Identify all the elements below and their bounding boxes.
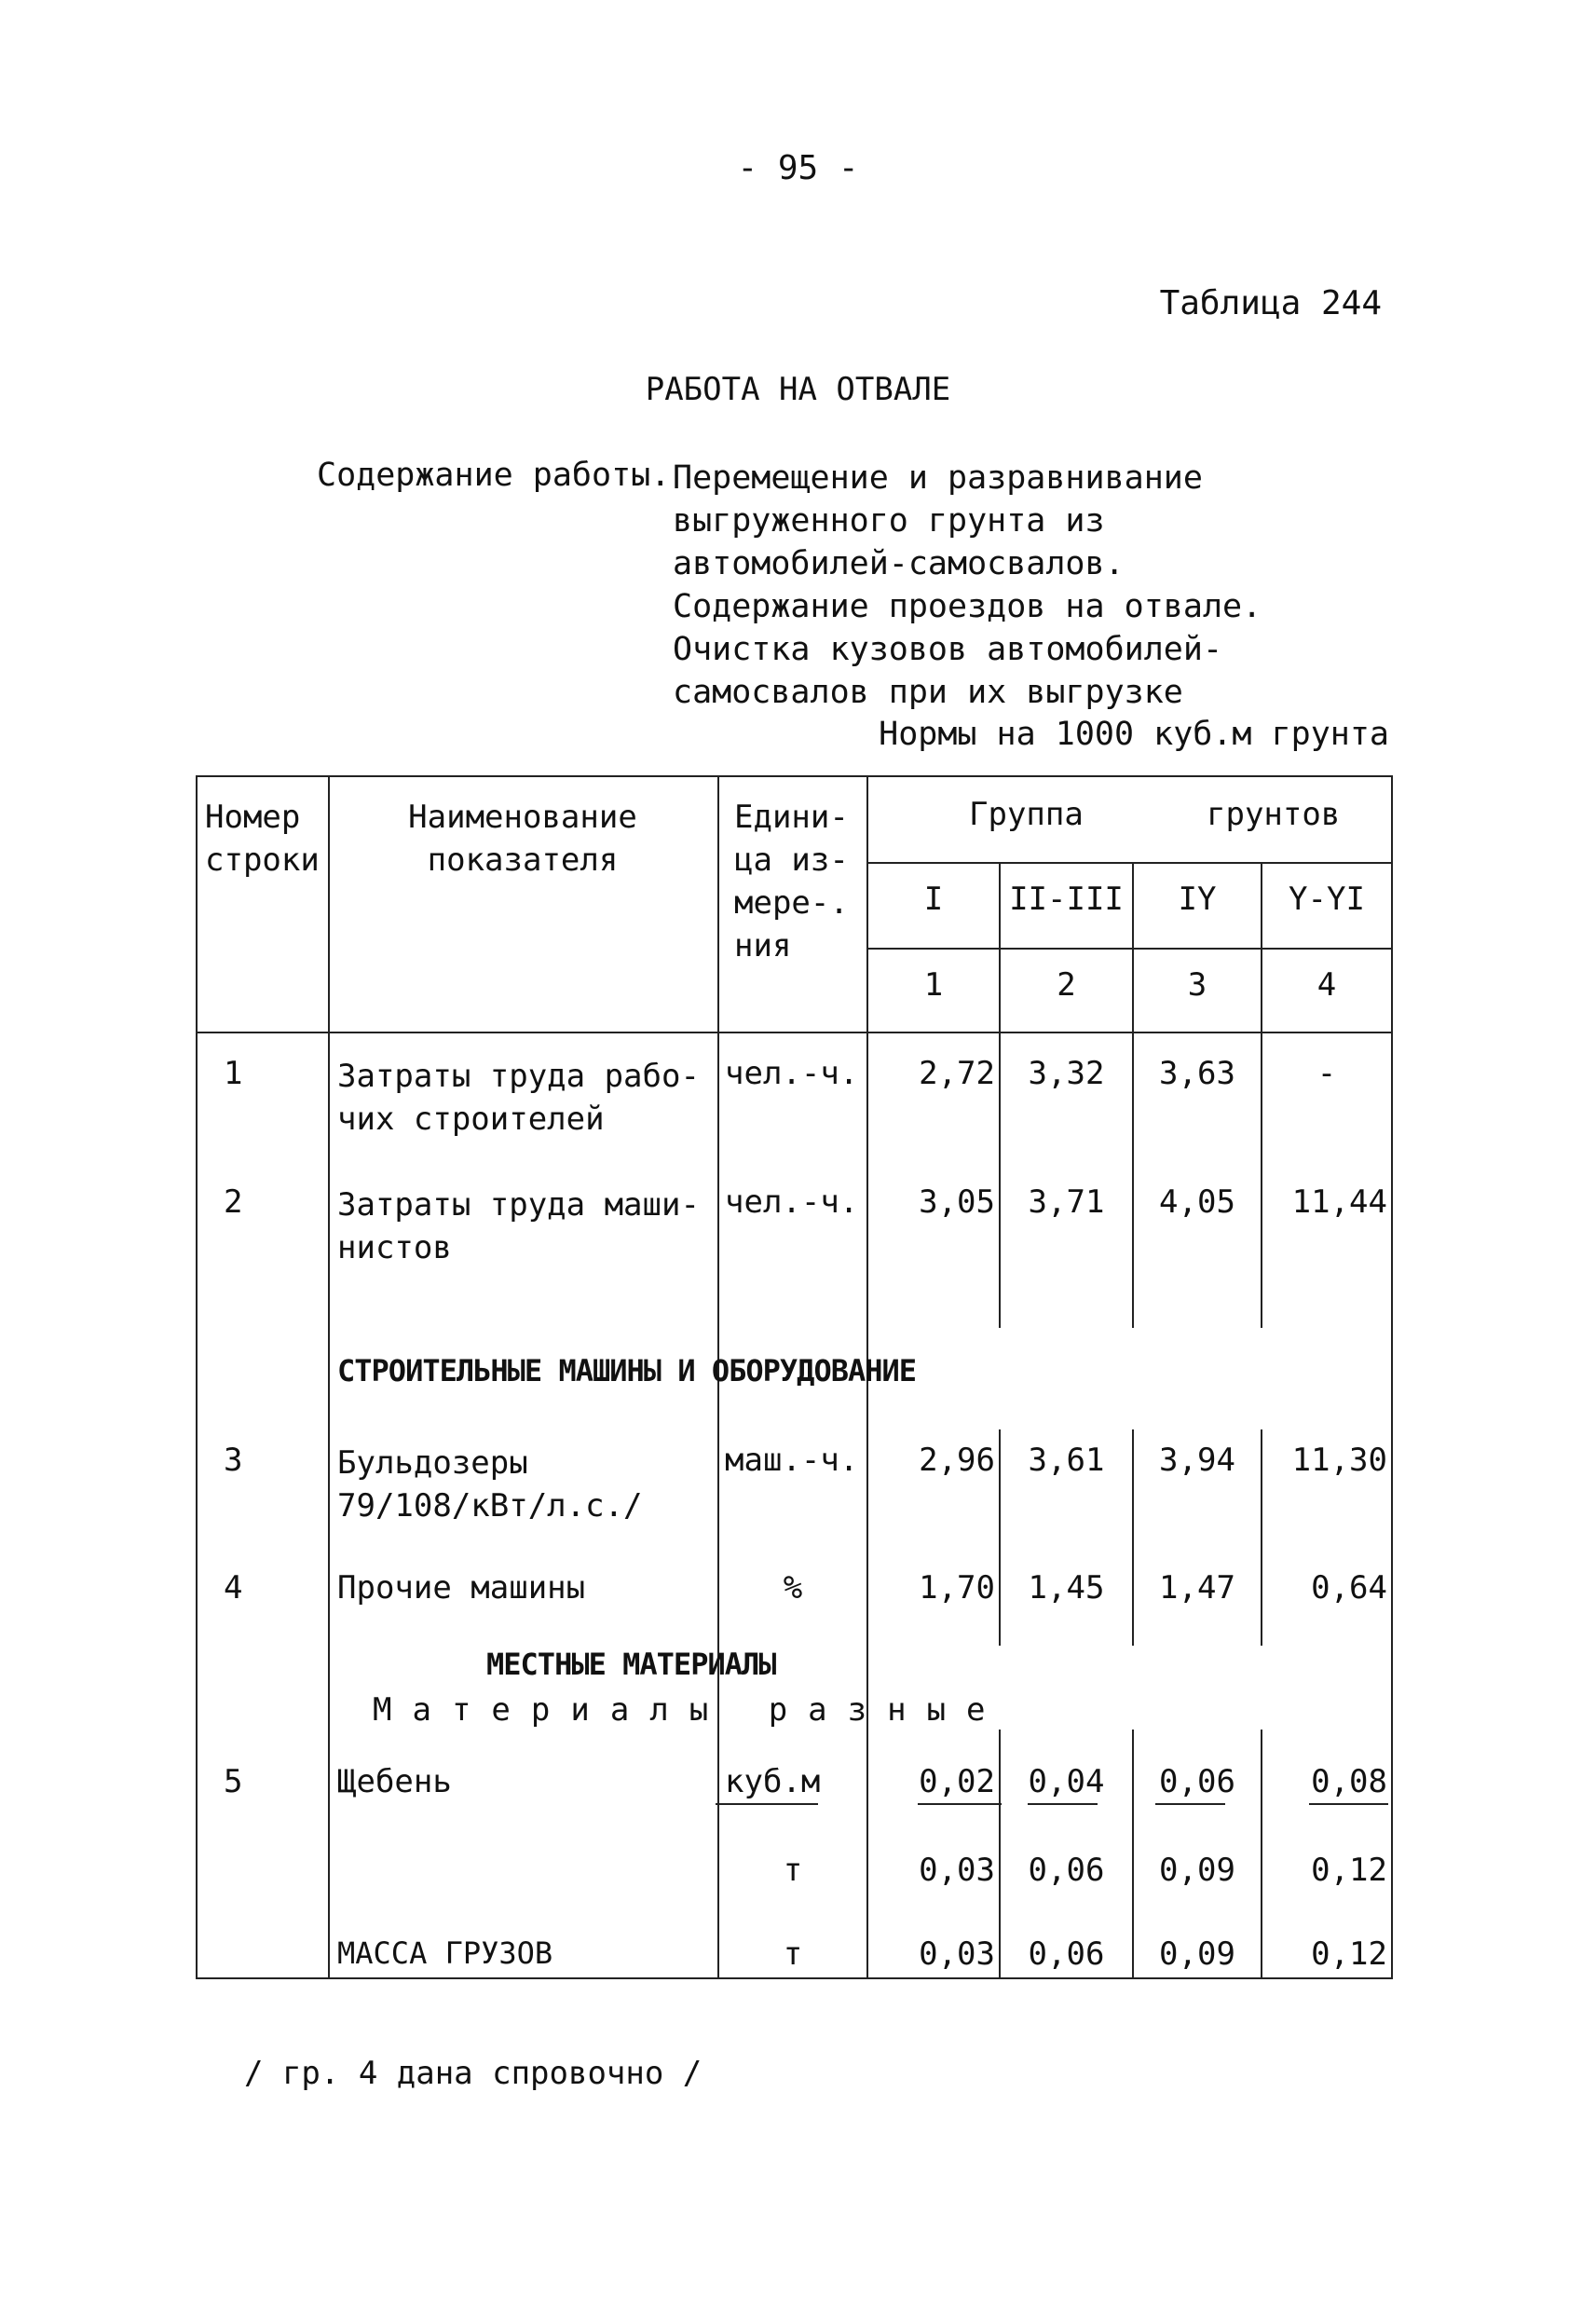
table-number: Таблица 244	[1159, 284, 1382, 322]
content-label: Содержание работы.	[317, 457, 671, 494]
header-group-3: IY	[1178, 881, 1217, 918]
row-4-value-4: 0,64	[1311, 1569, 1387, 1607]
row-2-no: 2	[224, 1183, 243, 1221]
col-divider	[999, 862, 1001, 1328]
row-1-value-2: 3,32	[1028, 1055, 1105, 1092]
page-number: - 95 -	[737, 149, 859, 187]
row-mass-value-1: 0,03	[919, 1935, 995, 1973]
row-5-value-4: 0,08	[1311, 1763, 1387, 1800]
row-3-name: Бульдозеры 79/108/кВт/л.с./	[337, 1444, 643, 1525]
header-soils-word: грунтов	[1207, 796, 1341, 833]
row-5-value-2: 0,04	[1028, 1763, 1105, 1800]
row-3-value-2: 3,61	[1028, 1442, 1105, 1479]
section-local-materials: МЕСТНЫЕ МАТЕРИАЛЫ	[486, 1647, 776, 1682]
table-left-border	[196, 775, 198, 1979]
row-mass-unit: т	[783, 1935, 803, 1973]
row-1-name: Затраты труда рабо- чих строителей	[337, 1058, 700, 1138]
row-1-value-1: 2,72	[919, 1055, 995, 1092]
header-col-number-1: 1	[923, 966, 944, 1004]
row-mass-name: МАССА ГРУЗОВ	[337, 1935, 553, 1971]
norms-caption: Нормы на 1000 куб.м грунта	[879, 716, 1389, 753]
row-3-no: 3	[224, 1442, 243, 1479]
row-4-value-1: 1,70	[919, 1569, 995, 1607]
header-row-no: Номер строки	[205, 799, 320, 879]
table-right-border	[1391, 775, 1393, 1979]
fraction-rule	[1309, 1803, 1388, 1805]
row-5-no: 5	[224, 1763, 243, 1800]
header-rule-group	[866, 862, 1393, 864]
row-5t-value-4: 0,12	[1311, 1852, 1387, 1889]
row-5-value-1: 0,02	[919, 1763, 995, 1800]
row-5t-value-1: 0,03	[919, 1852, 995, 1889]
fraction-rule	[1028, 1803, 1098, 1805]
document-title: РАБОТА НА ОТВАЛЕ	[645, 371, 951, 408]
row-4-value-2: 1,45	[1028, 1569, 1105, 1607]
row-1-unit: чел.-ч.	[725, 1055, 859, 1092]
header-group-2: II-III	[1009, 881, 1124, 918]
header-name: Наименование показателя	[408, 799, 637, 879]
row-2-value-3: 4,05	[1159, 1183, 1235, 1221]
row-5-name: Щебень	[337, 1763, 452, 1800]
row-3-unit: маш.-ч.	[725, 1442, 859, 1479]
norms-table	[196, 775, 1393, 1980]
header-col-number-4: 4	[1316, 966, 1337, 1004]
section-machines: СТРОИТЕЛЬНЫЕ МАШИНЫ И ОБОРУДОВАНИЕ	[337, 1353, 917, 1388]
row-5-unit: куб.м	[725, 1763, 821, 1800]
header-group-word: Группа	[969, 796, 1084, 833]
table-bottom-border	[196, 1977, 1393, 1979]
section-materials-misc: Материалы разные	[373, 1691, 1006, 1729]
row-1-value-4: -	[1316, 1055, 1337, 1092]
col-divider	[328, 775, 330, 1979]
row-5t-value-3: 0,09	[1159, 1852, 1235, 1889]
row-1-value-3: 3,63	[1159, 1055, 1235, 1092]
row-3-value-1: 2,96	[919, 1442, 995, 1479]
col-divider	[1132, 862, 1134, 1328]
row-3-value-3: 3,94	[1159, 1442, 1235, 1479]
row-mass-value-3: 0,09	[1159, 1935, 1235, 1973]
fraction-rule	[1155, 1803, 1225, 1805]
table-top-border	[196, 775, 1393, 777]
col-divider	[1261, 862, 1262, 1328]
header-col-number-2: 2	[1057, 966, 1076, 1004]
content-text: Перемещение и разравнивание выгруженного грунта из автомобилей-самосвалов. Содержание проездов на отвале. Очистка кузовов автомобилей-самосвалов при их выгрузке	[673, 459, 1262, 711]
fraction-rule	[716, 1803, 818, 1805]
header-group-1: I	[923, 881, 944, 918]
header-rule-groups	[866, 948, 1393, 950]
row-4-unit: %	[783, 1569, 803, 1607]
header-col-number-3: 3	[1187, 966, 1207, 1004]
row-4-name: Прочие машины	[337, 1569, 586, 1607]
header-bottom-border	[196, 1032, 1393, 1033]
header-unit: Едини- ца из- мере-. ния	[734, 799, 849, 964]
row-5t-value-2: 0,06	[1028, 1852, 1105, 1889]
row-5t-unit: т	[783, 1852, 803, 1889]
row-2-value-2: 3,71	[1028, 1183, 1105, 1221]
row-2-value-1: 3,05	[919, 1183, 995, 1221]
row-5-value-3: 0,06	[1159, 1763, 1235, 1800]
footnote: / гр. 4 дана спровочно /	[244, 2055, 703, 2092]
row-2-name: Затраты труда маши- нистов	[337, 1186, 700, 1266]
row-2-value-4: 11,44	[1291, 1183, 1387, 1221]
fraction-rule	[918, 1803, 1002, 1805]
row-4-value-3: 1,47	[1159, 1569, 1235, 1607]
row-4-no: 4	[224, 1569, 243, 1607]
row-1-no: 1	[224, 1055, 243, 1092]
row-2-unit: чел.-ч.	[725, 1183, 859, 1221]
header-group-4: Y-YI	[1289, 881, 1365, 918]
row-3-value-4: 11,30	[1291, 1442, 1387, 1479]
row-mass-value-2: 0,06	[1028, 1935, 1105, 1973]
row-mass-value-4: 0,12	[1311, 1935, 1387, 1973]
